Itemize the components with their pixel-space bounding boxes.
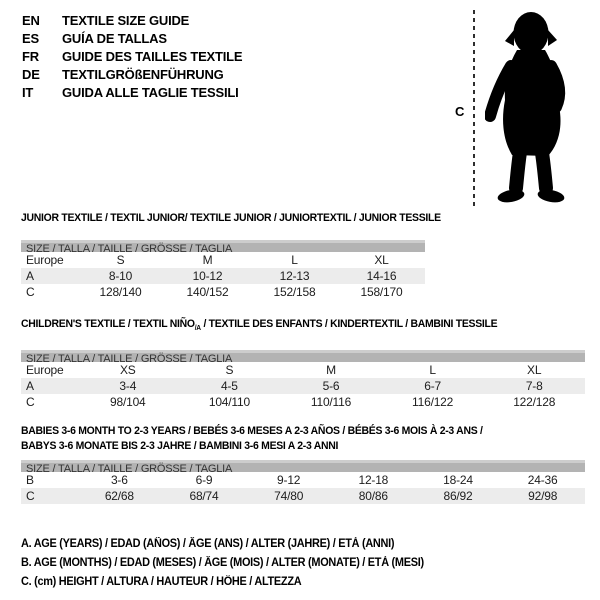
- baby-silhouette-icon: [485, 8, 585, 206]
- language-code: IT: [22, 85, 34, 100]
- language-code: EN: [22, 13, 40, 28]
- row-label: C: [26, 395, 35, 410]
- language-row: [22, 66, 242, 84]
- table-cell: 74/80: [274, 489, 304, 503]
- language-label: TEXTILGRÖßENFÜHRUNG: [62, 67, 224, 82]
- table-cell: 122/128: [513, 395, 556, 410]
- table-size-header: SIZE / TALLA / TAILLE / GRÖSSE / TAGLIA: [21, 460, 585, 472]
- table-cell: 98/104: [110, 395, 146, 410]
- table-cell: L: [429, 363, 436, 378]
- title-subscript: /A: [194, 325, 201, 333]
- table-cell: 68/74: [189, 489, 219, 503]
- row-label: C: [26, 285, 35, 299]
- table-cell: 4-5: [221, 379, 238, 394]
- table-cell: 128/140: [99, 285, 142, 299]
- figure-measure-label: C: [455, 104, 465, 119]
- table-row: [21, 394, 585, 410]
- language-code: DE: [22, 67, 40, 82]
- table-cell: 86/92: [443, 489, 473, 503]
- table-cell: 7-8: [525, 379, 543, 394]
- table-cell: 92/98: [528, 489, 558, 503]
- table-row: [21, 472, 585, 488]
- size-table: [21, 240, 425, 300]
- section-title: [21, 318, 557, 335]
- table-row: [21, 362, 585, 378]
- table-cell: 10-12: [192, 269, 223, 283]
- table-cell: 8-10: [108, 269, 133, 283]
- table-row: [21, 378, 585, 394]
- table-cell: 18-24: [443, 473, 473, 487]
- table-cell: 12-18: [358, 473, 389, 487]
- table-cell: 5-6: [322, 379, 340, 394]
- table-cell: 3-6: [110, 473, 128, 487]
- table-cell: L: [291, 253, 298, 267]
- footnotes: [21, 536, 445, 593]
- table-cell: 24-36: [527, 473, 558, 487]
- table-cell: 14-16: [366, 269, 397, 283]
- table-cell: S: [225, 363, 234, 378]
- table-cell: M: [202, 253, 213, 267]
- language-label: GUIDA ALLE TAGLIE TESSILI: [62, 85, 239, 100]
- table-cell: XL: [374, 253, 389, 267]
- table-size-header: SIZE / TALLA / TAILLE / GRÖSSE / TAGLIA: [21, 350, 585, 362]
- table-cell: 80/86: [358, 489, 388, 503]
- table-cell: 3-4: [119, 379, 137, 394]
- table-cell: 158/170: [360, 285, 403, 299]
- junior-textile-section: [21, 212, 441, 300]
- table-cell: S: [116, 253, 125, 267]
- row-label: A: [26, 379, 34, 394]
- language-code: ES: [22, 31, 39, 46]
- section-title-line: JUNIOR TEXTILE / TEXTIL JUNIOR/ TEXTILE JUNIOR / JUNIORTEXTIL / JUNIOR TESSILE: [21, 212, 441, 224]
- language-row: [22, 30, 242, 48]
- childrens-textile-section: [21, 318, 585, 410]
- section-title-line: CHILDREN'S TEXTILE / TEXTIL $NIÑO_{/A}$ / TEXTILE DES ENFANTS / KINDERTEXTIL / BAMBINI TESSILE: [21, 318, 498, 333]
- language-label: GUIDE DES TAILLES TEXTILE: [62, 49, 243, 64]
- language-row: [22, 84, 242, 102]
- language-label: GUÍA DE TALLAS: [62, 31, 167, 46]
- table-cell: 12-13: [279, 269, 310, 283]
- table-rows: [21, 472, 585, 504]
- babies-textile-section: [21, 424, 585, 504]
- footnote-line: A. AGE (YEARS) / EDAD (AÑOS) / ÂGE (ANS) / ALTER (JAHRE) / ETÀ (ANNI): [21, 538, 395, 550]
- table-cell: 140/152: [186, 285, 229, 299]
- table-row: [21, 284, 425, 300]
- section-title: [21, 424, 557, 454]
- table-cell: XL: [527, 363, 542, 378]
- table-size-header: SIZE / TALLA / TAILLE / GRÖSSE / TAGLIA: [21, 240, 425, 252]
- language-row: [22, 12, 242, 30]
- size-table: [21, 350, 585, 410]
- language-list: [22, 12, 242, 102]
- row-label: C: [26, 489, 35, 503]
- size-table: [21, 460, 585, 504]
- section-title-line: BABIES 3-6 MONTH TO 2-3 YEARS / BEBÉS 3-6 MESES A 2-3 AÑOS / BÉBÉS 3-6 MOIS À 2-3 ANS /: [21, 425, 483, 437]
- footnote-line: C. (cm) HEIGHT / ALTURA / HAUTEUR / HÖHE / ALTEZZA: [21, 576, 302, 588]
- row-label: Europe: [26, 363, 64, 378]
- section-title-line: BABYS 3-6 MONATE BIS 2-3 JAHRE / BAMBINI 3-6 MESI A 2-3 ANNI: [21, 440, 339, 452]
- table-row: [21, 488, 585, 504]
- row-label: Europe: [26, 253, 64, 267]
- table-rows: [21, 252, 425, 300]
- language-code: FR: [22, 49, 39, 64]
- table-rows: [21, 362, 585, 410]
- table-cell: 110/116: [310, 395, 352, 410]
- table-cell: M: [326, 363, 336, 378]
- footnote-line: B. AGE (MONTHS) / EDAD (MESES) / ÂGE (MOIS) / ALTER (MONATE) / ETÀ (MESI): [21, 557, 424, 569]
- table-cell: 104/110: [208, 395, 250, 410]
- language-row: [22, 48, 242, 66]
- section-title: [21, 212, 441, 225]
- table-cell: 62/68: [104, 489, 134, 503]
- table-cell: 152/158: [273, 285, 316, 299]
- table-cell: XS: [119, 363, 136, 378]
- height-measure-line: [473, 10, 475, 208]
- table-cell: 6-9: [195, 473, 213, 487]
- table-cell: 9-12: [277, 473, 301, 487]
- table-row: [21, 252, 425, 268]
- language-label: TEXTILE SIZE GUIDE: [62, 13, 190, 28]
- table-row: [21, 268, 425, 284]
- table-cell: 6-7: [424, 379, 441, 394]
- row-label: A: [26, 269, 34, 283]
- row-label: B: [26, 473, 34, 487]
- table-cell: 116/122: [412, 395, 454, 410]
